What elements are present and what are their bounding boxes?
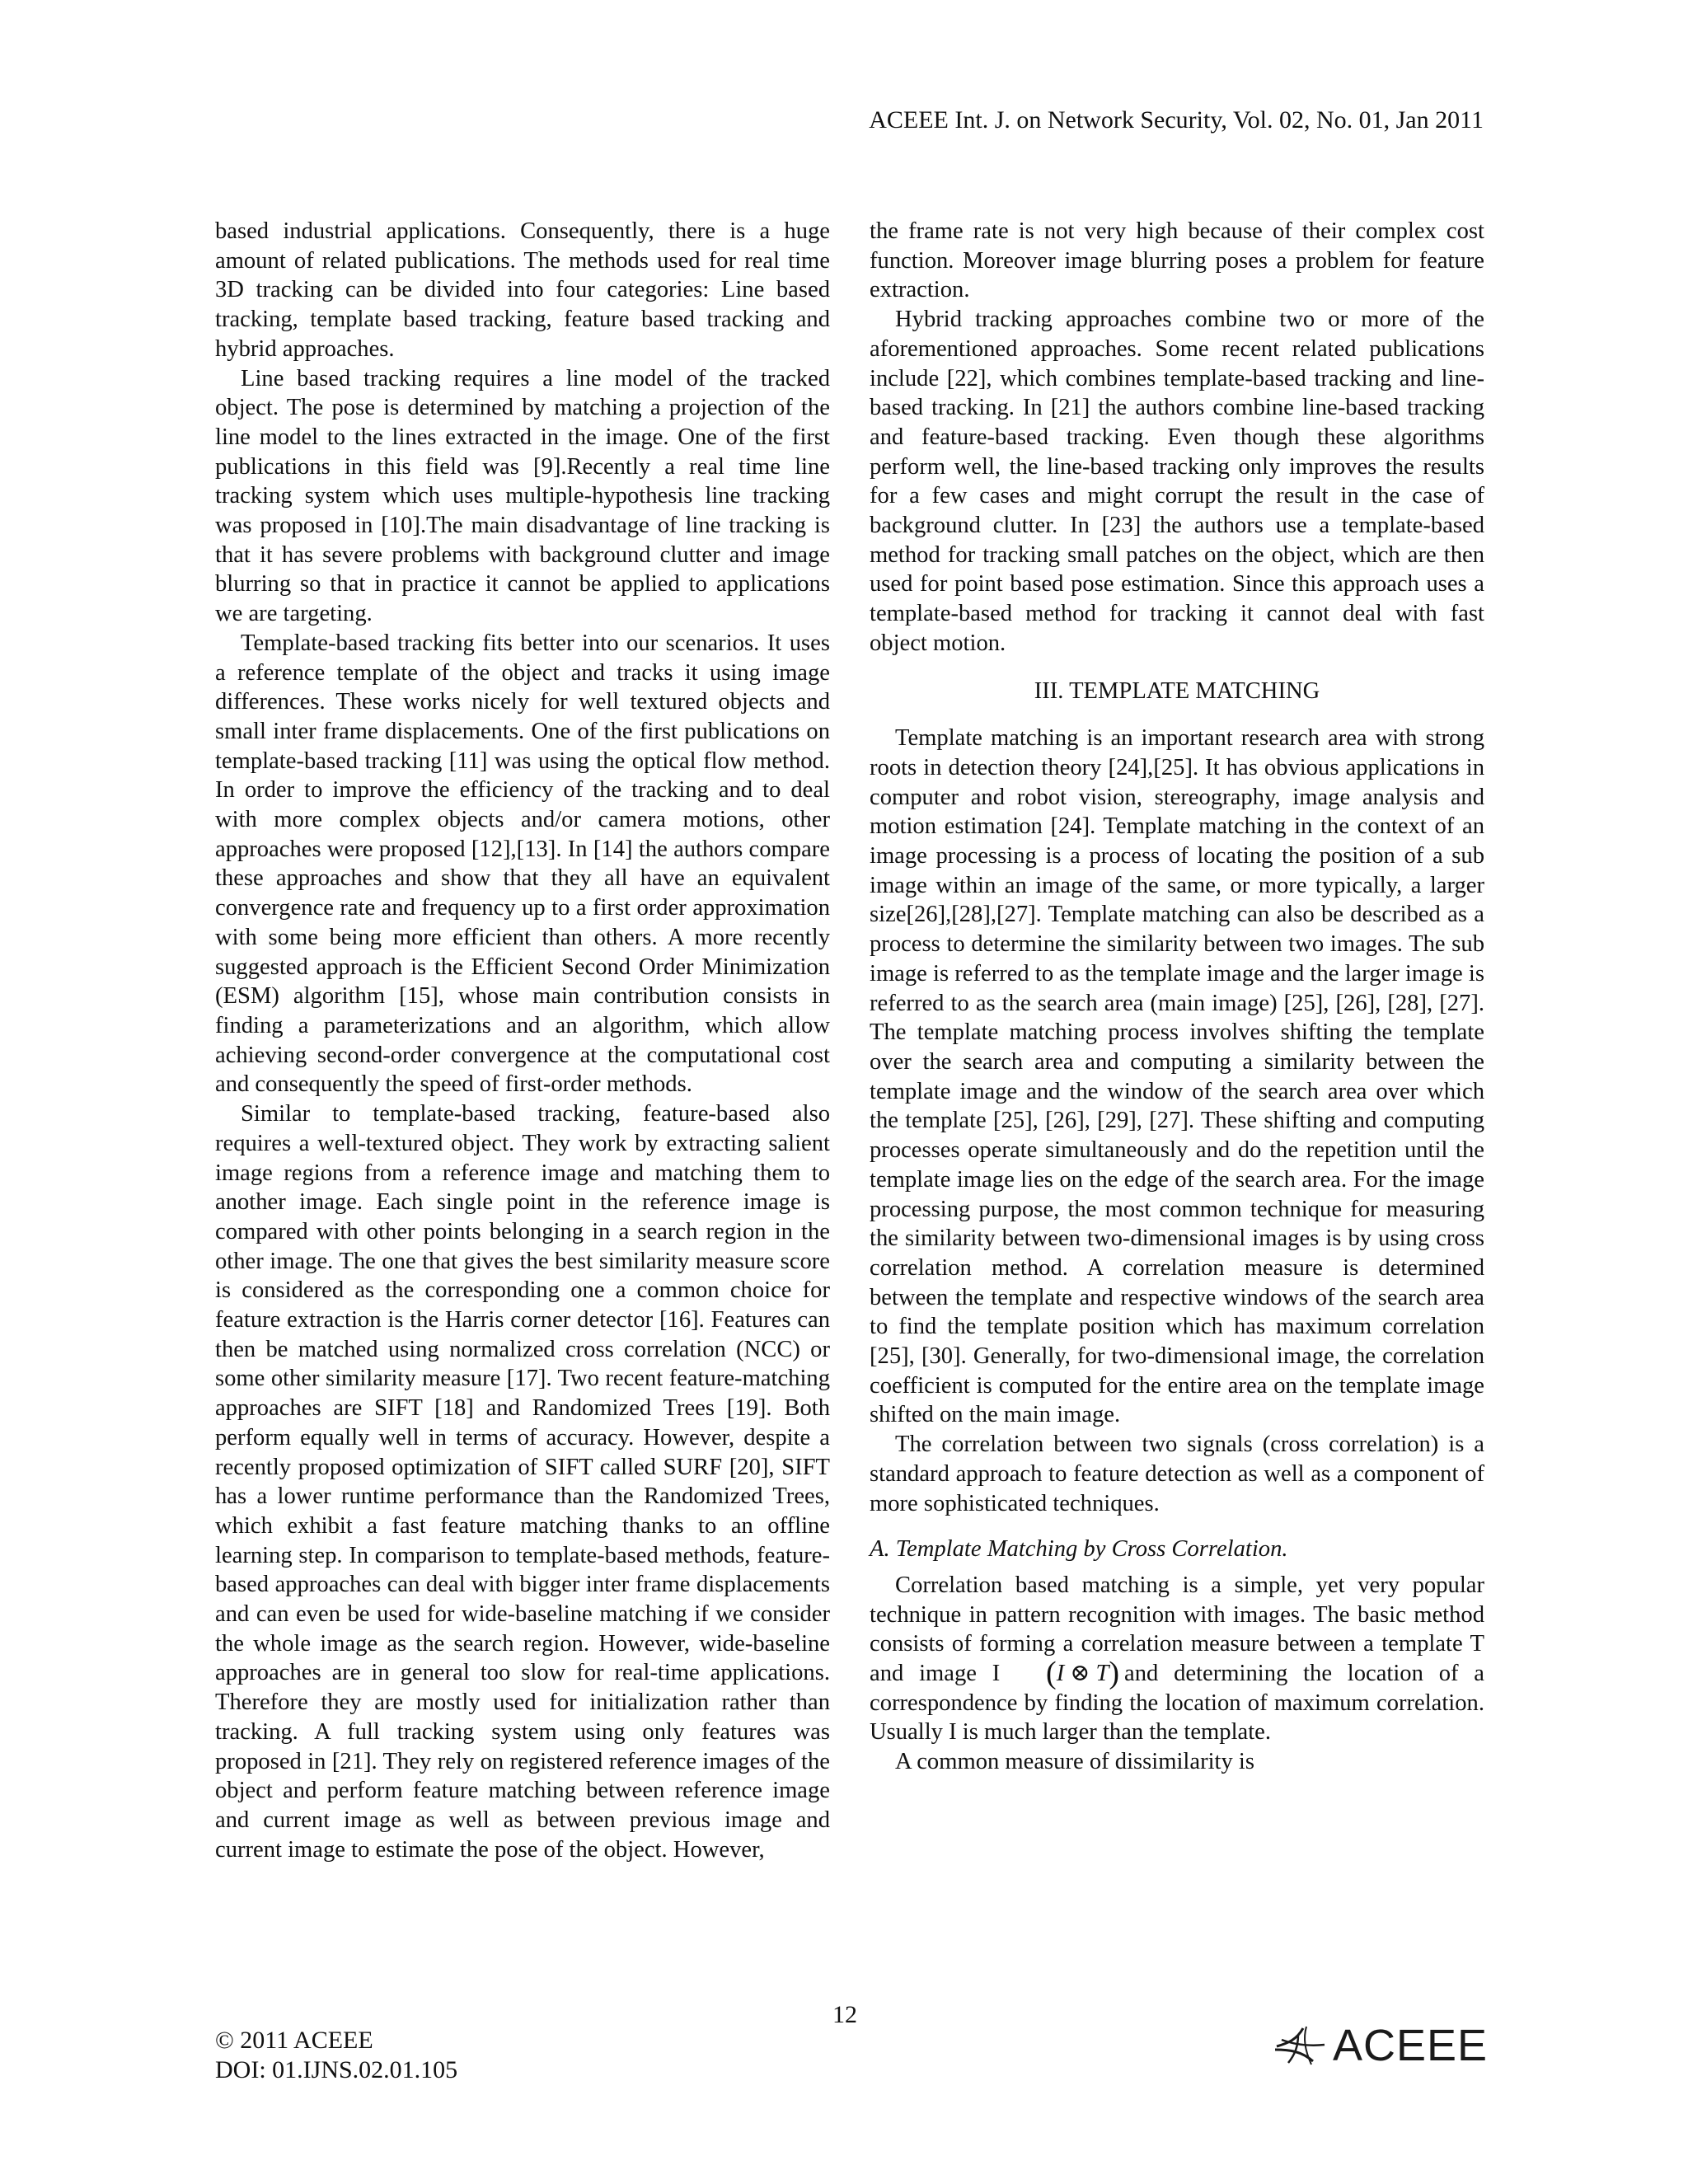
publisher-logo: [1273, 2021, 1488, 2070]
paragraph-text: and determining the location of a correspondence by finding the location of maximum correlation. Usually I is much larger than the template.: [870, 1661, 1484, 1746]
paragraph: The correlation between two signals (cross correlation) is a standard approach to feature detection as well as a component of more sophisticated techniques.: [870, 1432, 1484, 1516]
running-header: ACEEE Int. J. on Network Security, Vol. 02, No. 01, Jan 2011: [869, 106, 1484, 134]
paragraph: Template matching is an important research area with strong roots in detection theory [24],[25]. It has obvious applications in computer and robot vision, stereography, image analysis and motion estimation [24]. Template matching in the context of an image processing is a process of locating the position of a sub image within an image of the same, or more typically, a larger size[26],[28],[27]. Template matching can also be described as a process to determine the similarity between two images. The sub image is referred to as the template image and the larger image is referred to as the search area (main image) [25], [26], [28], [27]. The template matching process involves shifting the template over the search area and computing a similarity between the template image and the window of the search area over which the template [25], [26], [29], [27]. These shifting and computing processes operate simultaneously and do the repetition until the template image lies on the edge of the search area. For the image processing purpose, the most common technique for measuring the similarity between two-dimensional images is by using cross correlation method. A correlation measure is determined between the template and respective windows of the search area to find the template position which has maximum correlation [25], [30]. Generally, for two-dimensional image, the correlation coefficient is computed for the entire area on the template image shifted on the main image.: [870, 725, 1484, 1428]
paragraph: Hybrid tracking approaches combine two or more of the aforementioned approaches. Some recent related publications include [22], which combines template-based tracking and line-based tracking. In [21] the authors combine line-based tracking and feature-based tracking. Even though these algorithms perform well, the line-based tracking only improves the results for a few cases and might corrupt the result in the case of background clutter. In [23] the authors use a template-based method for tracking small patches on the object, which are then used for point based pose estimation. Since this approach uses a template-based method for tracking it cannot deal with fast object motion.: [870, 307, 1484, 656]
paragraph-with-formula: [870, 1571, 1484, 1747]
footer-info: [215, 2026, 457, 2085]
paragraph: A common measure of dissimilarity is: [895, 1749, 1254, 1775]
paragraph: Line based tracking requires a line model of the tracked object. The pose is determined by matching a projection of the line model to the lines extracted in the image. One of the first publications in this field was [9].Recently a real time line tracking system which uses multiple-hypothesis line tracking was proposed in [10].The main disadvantage of line tracking is that it has severe problems with background clutter and image blurring so that in practice it cannot be applied to applications we are targeting.: [215, 365, 830, 627]
formula-text: I ⊗ T: [1056, 1661, 1109, 1687]
paragraph: Template-based tracking fits better into our scenarios. It uses a reference template of the object and tracks it using image differences. These works nicely for well textured objects and small inter frame displacements. One of the first publications on template-based tracking [11] was using the optical flow method. In order to improve the efficiency of the tracking and to deal with more complex objects and/or camera motions, other approaches were proposed [12],[13]. In [14] the authors compare these approaches and show that they all have an equivalent convergence rate and frequency up to a first order approximation with some being more efficient than others. A more recently suggested approach is the Efficient Second Order Minimization (ESM) algorithm [15], whose main contribution consists in finding a parameterizations and an algorithm, which allow achieving second-order convergence at the computational cost and consequently the speed of first-order methods.: [215, 630, 830, 1098]
paragraph-text: Correlation based matching is a simple, yet very popular technique in pattern recognition with images. The basic method consists of forming a correlation measure between a template T and image I: [870, 1572, 1484, 1687]
subsection-heading: A. Template Matching by Cross Correlation.: [870, 1536, 1288, 1563]
left-column: [215, 217, 830, 1864]
paragraph: based industrial applications. Consequently, there is a huge amount of related publications. The methods used for real time 3D tracking can be divided into four categories: Line based tracking, template based tracking, feature based tracking and hybrid approaches.: [215, 218, 830, 362]
star-swirl-icon: [1273, 2022, 1328, 2069]
page-number: 12: [832, 2001, 857, 2028]
copyright: © 2011 ACEEE: [215, 2027, 373, 2054]
logo-text: ACEEE: [1333, 2021, 1489, 2070]
section-heading: III. TEMPLATE MATCHING: [1034, 677, 1320, 704]
doi: DOI: 01.IJNS.02.01.105: [215, 2056, 458, 2083]
right-column: [870, 217, 1484, 1777]
paragraph: Similar to template-based tracking, feature-based also requires a well-textured object. They work by extracting salient image regions from a reference image and matching them to another image. Each single point in the reference image is compared with other points belonging in a search region in the other image. The one that gives the best similarity measure score is considered as the corresponding one a common choice for feature extraction is the Harris corner detector [16]. Features can then be matched using normalized cross correlation (NCC) or some other similarity measure [17]. Two recent feature-matching approaches are SIFT [18] and Randomized Trees [19]. Both perform equally well in terms of accuracy. However, despite a recently proposed optimization of SIFT called SURF [20], SIFT has a lower runtime performance than the Randomized Trees, which exhibit a fast feature matching thanks to an offline learning step. In comparison to template-based methods, feature-based approaches can deal with bigger inter frame displacements and can even be used for wide-baseline matching if we consider the whole image as the search region. However, wide-baseline approaches are in general too slow for real-time applications. Therefore they are mostly used for initialization rather than tracking. A full tracking system using only features was proposed in [21]. They rely on registered reference images of the object and perform feature matching between reference image and current image as well as between previous image and current image to estimate the pose of the object. However,: [215, 1101, 830, 1863]
paragraph: the frame rate is not very high because of their complex cost function. Moreover image blurring poses a problem for feature extraction.: [870, 218, 1484, 303]
inline-formula: (I ⊗ T): [1046, 1656, 1120, 1691]
